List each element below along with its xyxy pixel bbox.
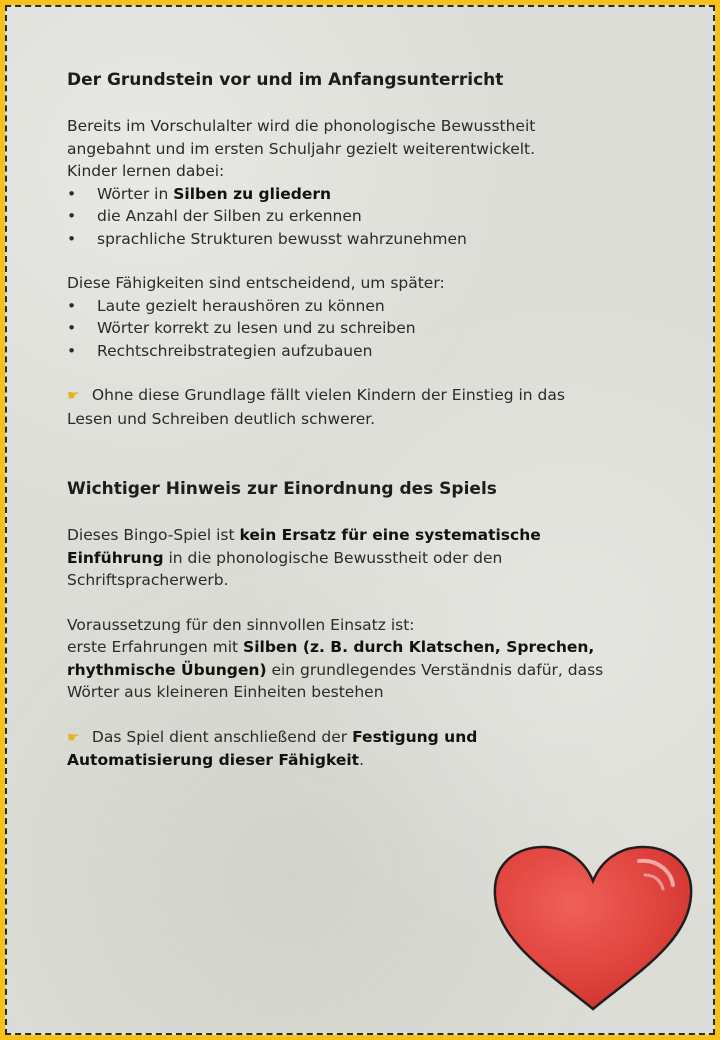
section2-title: Wichtiger Hinweis zur Einordnung des Spiels <box>67 479 497 499</box>
intro-line-2: angebahnt und im ersten Schuljahr gezielt weiterentwickelt. <box>67 139 536 158</box>
note-line-2: Lesen und Schreiben deutlich schwerer. <box>67 409 376 428</box>
list-item: • die Anzahl der Silben zu erkennen <box>67 205 667 228</box>
list-item: • Wörter korrekt zu lesen und zu schreiben <box>67 317 667 340</box>
section1-title: Der Grundstein vor und im Anfangsunterricht <box>67 70 504 90</box>
note-line-1: ☛ Ohne diese Grundlage fällt vielen Kindern der Einstieg in das <box>67 384 667 408</box>
paragraph-3: ☛ Das Spiel dient anschließend der Festigung und Automatisierung dieser Fähigkeit. <box>67 727 478 769</box>
paragraph-2: Voraussetzung für den sinnvollen Einsatz ist: erste Erfahrungen mit Silben (z. B. durch Klatschen, Sprechen, rhythmische Übungen) ein grundlegendes Verständnis dafür, dass Wörter aus kleineren Einheiten bestehen <box>67 615 604 701</box>
text-content <box>67 67 667 772</box>
list-item: • Rechtschreibstrategien aufzubauen <box>67 340 667 363</box>
paper <box>5 5 715 1035</box>
pointing-hand-icon: ☛ <box>67 388 80 404</box>
intro-line-1: Bereits im Vorschulalter wird die phonologische Bewusstheit <box>67 117 536 135</box>
skills-list <box>67 183 667 251</box>
goals-list <box>67 295 667 363</box>
list-item: • sprachliche Strukturen bewusst wahrzunehmen <box>67 228 667 251</box>
paragraph-1: Dieses Bingo-Spiel ist kein Ersatz für eine systematische Einführung in die phonologische Bewusstheit oder den Schriftspracherwerb. <box>67 526 541 589</box>
intro-line-3: Kinder lernen dabei: <box>67 162 225 180</box>
list-item: • Laute gezielt heraushören zu können <box>67 295 667 318</box>
heart-icon <box>489 843 697 1015</box>
lead-line: Diese Fähigkeiten sind entscheidend, um später: <box>67 274 445 292</box>
pointing-hand-icon: ☛ <box>67 729 80 746</box>
list-item: • Wörter in Silben zu gliedern <box>67 183 667 206</box>
